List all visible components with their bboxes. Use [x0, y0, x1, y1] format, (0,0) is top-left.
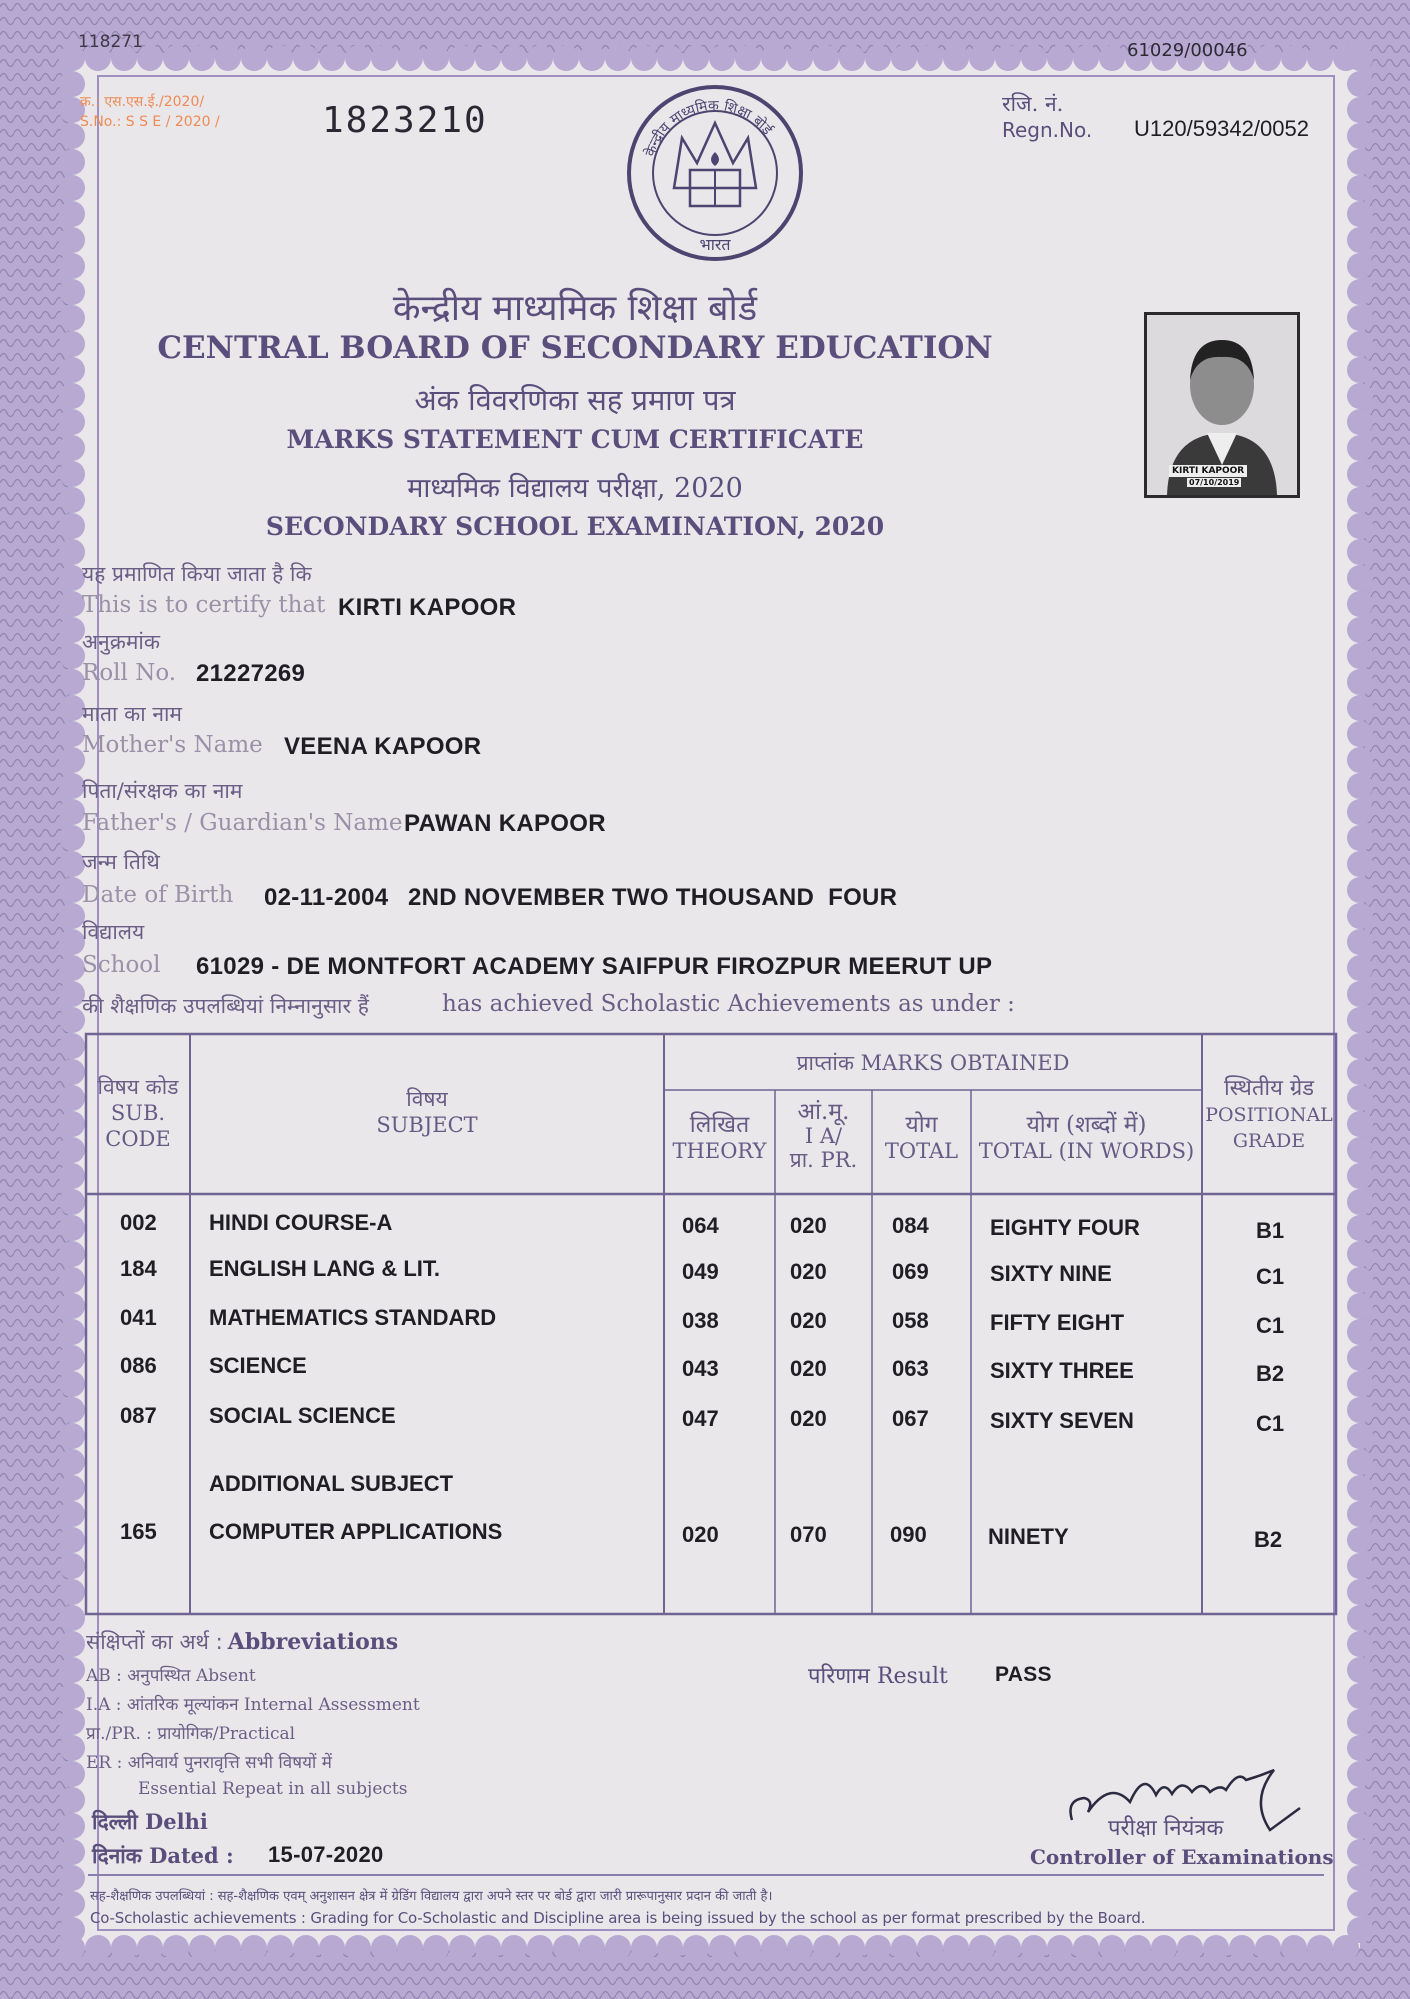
header-ia-pr: आं.मू. I A/ प्रा. PR. [789, 1099, 858, 1172]
header-theory: लिखित THEORY [672, 1112, 767, 1163]
abbr-absent: AB : अनुपस्थित Absent [86, 1666, 256, 1686]
controller-title-english: Controller of Examinations [1030, 1845, 1334, 1869]
abbr-practical: प्रा./PR. : प्रायोगिक/Practical [86, 1724, 296, 1744]
roll-number: 21227269 [196, 660, 306, 687]
mother-label-hindi: माता का नाम [82, 702, 182, 726]
controller-title-hindi: परीक्षा नियंत्रक [1108, 1816, 1224, 1841]
dated-label: दिनांक Dated : [92, 1843, 234, 1868]
header-grade: स्थितीय ग्रेड POSITIONAL GRADE [1205, 1076, 1333, 1152]
achieved-label-english: has achieved Scholastic Achievements as under : [442, 991, 1015, 1017]
certify-label-english: This is to certify that [82, 592, 326, 618]
school-label-english: School [82, 952, 161, 978]
result-label: परिणाम Result [808, 1664, 948, 1689]
header-subject: विषय SUBJECT [376, 1087, 478, 1137]
father-label-english: Father's / Guardian's Name [82, 810, 403, 836]
header-total: योग TOTAL [884, 1112, 959, 1163]
mother-name: VEENA KAPOOR [284, 733, 482, 760]
footer-divider [88, 1874, 1324, 1876]
dob-label-english: Date of Birth [82, 882, 234, 908]
board-name-hindi: केन्द्रीय माध्यमिक शिक्षा बोर्ड [392, 288, 758, 329]
seal-arc-text: केन्द्रीय माध्यमिक शिक्षा बोर्ड [642, 97, 775, 159]
serial-label-en: S.No.: S S E / 2020 / [80, 114, 220, 130]
doc-title-hindi: अंक विवरणिका सह प्रमाण पत्र [414, 383, 736, 417]
dated-value: 15-07-2020 [268, 1842, 384, 1867]
photo-caption-date: 07/10/2019 [1189, 478, 1240, 487]
regn-label-en: Regn.No. [1002, 118, 1093, 142]
abbr-er-2: Essential Repeat in all subjects [138, 1779, 408, 1799]
school-label-hindi: विद्यालय [82, 920, 145, 944]
abbr-internal: I.A : आंतरिक मूल्यांकन Internal Assessment [86, 1695, 420, 1715]
additional-subject-label: ADDITIONAL SUBJECT [209, 1471, 454, 1496]
co-scholastic-note-english: Co-Scholastic achievements : Grading for Co-Scholastic and Discipline area is being issued by the school as per format prescribed by the Board. [90, 1909, 1146, 1927]
regn-number: U120/59342/0052 [1134, 116, 1309, 141]
roll-label-hindi: अनुक्रमांक [82, 630, 160, 654]
serial-label-hi: क्र.: एस.एस.ई./2020/ [80, 94, 205, 110]
father-name: PAWAN KAPOOR [404, 810, 606, 837]
dob-label-hindi: जन्म तिथि [82, 850, 160, 874]
dob-value: 02-11-2004 [264, 884, 389, 911]
serial-number: 1823210 [322, 100, 488, 141]
certificate-page: 118271 61029/00046 क्र.: एस.एस.ई./2020/ S.No.: S S E / 2020 / 1823210 रजि. नं. Regn.No. U120/59342/0052 भारत केन्द्रीय माध्यमिक शिक्षा बोर्ड केन्द्रीय माध्यमिक शिक्षा बोर्ड CENTRAL BOARD OF SECONDARY EDUCATION अंक विवरणिका सह प्रमाण पत्र MARKS STATEMENT CUM CERTIFICATE माध्यमिक विद्यालय परीक्षा, 2020 SECONDARY SCHOOL EXAMINATION, 2020 KIRTI KAPOOR 07/10/2019 यह प्रमाणित किया जाता है कि This is to certify that KIRTI KAPOOR अनुक्रमांक Roll No. 21227269 माता का नाम Mother's Name VEENA KAPOOR पिता/संरक्षक का नाम Father's / Guardian's Name PAWAN KAPOOR जन्म तिथि Date of Birth 02-11-2004 2ND NOVEMBER TWO THOUSAND FOUR विद्यालय School 61029 - DE MONTFORT ACADEMY SAIFPUR FIROZPUR MEERUT UP की शैक्षणिक उपलब्धियां निम्नानुसार हैं has achieved Scholastic Achievements as under : विषय कोड SUB. CODE विषय SUBJECT प्राप्तांक MARKS OBTAINED लिखित THEORY आं.मू. I A/ प्रा. PR. योग TOTAL योग (शब्दों में) TOTAL (IN WORDS) स्थितीय ग्रेड POSITIONAL GRADE 002 HINDI COURSE-A 064 020 084 EIGHTY FOUR B1 184 ENGLISH LANG & LIT. 049 020 069 SIXTY NINE C1 041 MATHEMATICS STANDARD 038 020 058 FIFTY EIGHT C1 086 SCIENCE 043 020 063 SIXTY THREE B2 087 SOCIAL SCIENCE 047 020 067 SIXTY SEVEN C1 ADDITIONAL SUBJECT 165 COMPUTER APPLICATIONS 020 070 090 NINETY B2 संक्षिप्तों का अर्थ : Abbreviations AB : अनुपस्थित Absent I.A : आंतरिक मूल्यांकन Internal Assessment प्रा./PR. : प्रायोगिक/Practical ER : अनिवार्य पुनरावृत्ति सभी विषयों में Essential Repeat in all subjects परिणाम Result PASS दिल्ली Delhi दिनांक Dated : 15-07-2020 परीक्षा नियंत्रक Controller of Examinations सह-शैक्षणिक उपलब्धियां : सह-शैक्षणिक एवम् अनुशासन क्षेत्र में ग्रेडिंग विद्यालय द्वारा अपने स्तर पर बोर्ड द्वारा जारी प्रारूपानुसार प्रदान की जाती है। Co-Scholastic achievements : Grading for Co-Scholastic and Discipline area is being issued by the school as per format prescribed by the Board. [0, 0, 1410, 1999]
exam-title-hindi: माध्यमिक विद्यालय परीक्षा, 2020 [407, 473, 743, 504]
co-scholastic-note-hindi: सह-शैक्षणिक उपलब्धियां : सह-शैक्षणिक एवम् अनुशासन क्षेत्र में ग्रेडिंग विद्यालय द्वारा अपने स्तर पर बोर्ड द्वारा जारी प्रारूपानुसार प्रदान की जाती है। [90, 1889, 773, 1904]
achieved-label-hindi: की शैक्षणिक उपलब्धियां निम्नानुसार हैं [82, 994, 369, 1018]
school-name: 61029 - DE MONTFORT ACADEMY SAIFPUR FIROZPUR MEERUT UP [196, 953, 993, 980]
right-code: 61029/00046 [1127, 40, 1248, 61]
roll-label-english: Roll No. [82, 660, 177, 686]
abbr-er: ER : अनिवार्य पुनरावृत्ति सभी विषयों में [86, 1753, 332, 1773]
mother-label-english: Mother's Name [82, 732, 263, 758]
exam-title-english: SECONDARY SCHOOL EXAMINATION, 2020 [265, 512, 885, 541]
left-code: 118271 [78, 32, 143, 52]
place: दिल्ली Delhi [92, 1809, 208, 1834]
header-marks-obtained: प्राप्तांक MARKS OBTAINED [796, 1051, 1070, 1075]
regn-label-hi: रजि. नं. [1002, 92, 1064, 116]
father-label-hindi: पिता/संरक्षक का नाम [82, 779, 243, 803]
abbreviations-heading: संक्षिप्तों का अर्थ : Abbreviations [86, 1629, 399, 1655]
doc-title-english: MARKS STATEMENT CUM CERTIFICATE [286, 425, 864, 454]
certify-label-hindi: यह प्रमाणित किया जाता है कि [82, 562, 312, 586]
student-name: KIRTI KAPOOR [338, 594, 517, 621]
photo-caption: KIRTI KAPOOR [1169, 465, 1247, 477]
header-total-words: योग (शब्दों में) TOTAL (IN WORDS) [978, 1112, 1195, 1163]
board-name-english: CENTRAL BOARD OF SECONDARY EDUCATION [157, 330, 993, 366]
result-value: PASS [995, 1663, 1052, 1686]
seal-bottom-text: भारत [699, 235, 731, 254]
dob-words: 2ND NOVEMBER TWO THOUSAND FOUR [408, 884, 898, 911]
header-code: विषय कोड SUB. CODE [97, 1075, 179, 1151]
